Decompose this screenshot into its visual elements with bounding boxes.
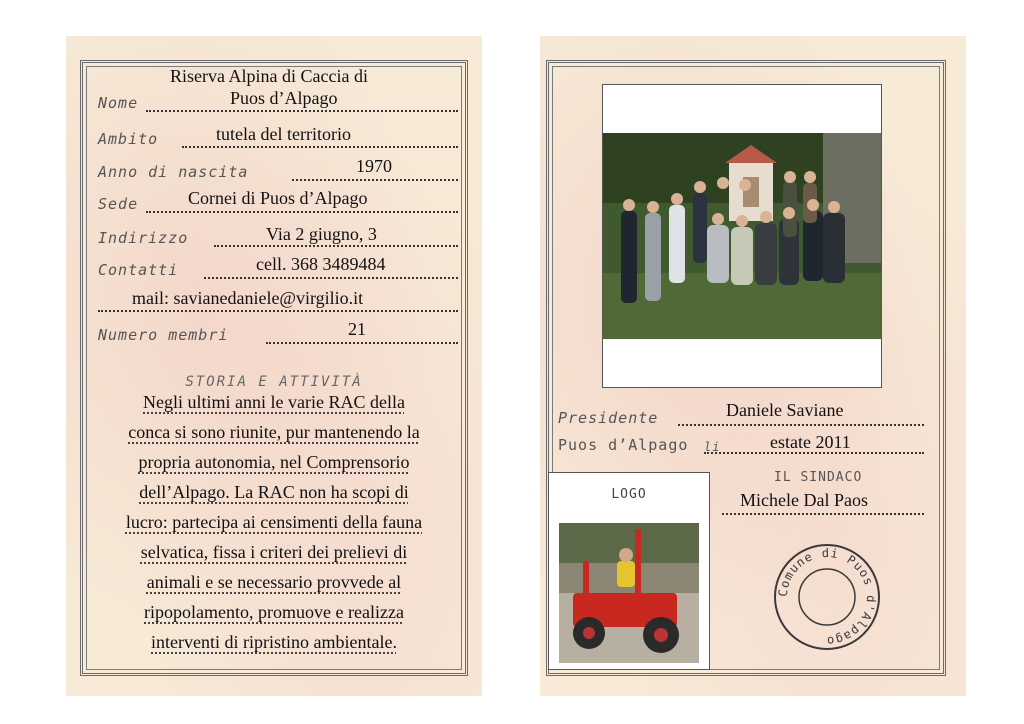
anno-value: 1970 bbox=[356, 156, 392, 176]
story-line: interventi di ripristino ambientale. bbox=[151, 632, 397, 652]
story-title: STORIA E ATTIVITÀ bbox=[185, 374, 363, 390]
contatti-value: cell. 368 3489484 bbox=[256, 254, 386, 274]
contatti-label: Contatti bbox=[98, 261, 179, 279]
ambito-label: Ambito bbox=[98, 130, 159, 148]
sede-dotted-line bbox=[146, 211, 458, 213]
story-line: selvatica, fissa i criteri dei prelievi di bbox=[140, 542, 408, 562]
date-value: estate 2011 bbox=[770, 432, 851, 452]
nome-label: Nome bbox=[98, 94, 139, 112]
story-line: conca si sono riunite, pur mantenendo la bbox=[128, 422, 420, 442]
presidente-dotted-line bbox=[678, 424, 924, 426]
sindaco-label: IL SINDACO bbox=[774, 470, 863, 485]
sindaco-dotted-line bbox=[722, 513, 924, 515]
nome-value-line1: Riserva Alpina di Caccia di bbox=[170, 66, 368, 86]
story-line: Negli ultimi anni le varie RAC della bbox=[143, 392, 405, 412]
indirizzo-value: Via 2 giugno, 3 bbox=[266, 224, 377, 244]
sede-label: Sede bbox=[98, 195, 139, 213]
membri-dotted-line bbox=[266, 342, 458, 344]
story-line: propria autonomia, nel Comprensorio bbox=[138, 452, 410, 472]
logo-label: LOGO bbox=[611, 487, 647, 502]
right-card bbox=[540, 36, 966, 696]
nome-value-line2: Puos d’Alpago bbox=[230, 88, 338, 108]
group-photo bbox=[603, 133, 881, 339]
presidente-label: Presidente bbox=[558, 409, 659, 427]
tractor-photo bbox=[559, 523, 699, 663]
sede-value: Cornei di Puos d’Alpago bbox=[188, 188, 368, 208]
group-photo-frame bbox=[602, 84, 882, 388]
story-line: lucro: partecipa ai censimenti della fauna bbox=[125, 512, 423, 532]
mail-value: mail: savianedaniele@virgilio.it bbox=[132, 288, 364, 308]
indirizzo-label: Indirizzo bbox=[98, 229, 189, 247]
membri-label: Numero membri bbox=[98, 326, 229, 344]
presidente-value: Daniele Saviane bbox=[726, 400, 844, 420]
membri-value: 21 bbox=[348, 319, 366, 339]
left-card bbox=[66, 36, 482, 696]
story-line: ripopolamento, promuove e realizza bbox=[144, 602, 404, 622]
comune-stamp bbox=[772, 542, 882, 652]
svg-text:Comune di Puos d'Alpago: Comune di Puos d'Alpago bbox=[775, 545, 879, 649]
indirizzo-dotted-line bbox=[214, 245, 458, 247]
ambito-value: tutela del territorio bbox=[216, 124, 351, 144]
mail-dotted-line bbox=[98, 310, 458, 312]
anno-label: Anno di nascita bbox=[98, 163, 249, 181]
contatti-dotted-line bbox=[204, 277, 458, 279]
place-li: li bbox=[704, 440, 721, 454]
story-line: dell’Alpago. La RAC non ha scopi di bbox=[139, 482, 409, 502]
place-label: Puos d’Alpago bbox=[558, 436, 689, 454]
ambito-dotted-line bbox=[182, 146, 458, 148]
logo-box bbox=[548, 472, 710, 670]
nome-dotted-line bbox=[146, 110, 458, 112]
story-line: animali e se necessario provvede al bbox=[146, 572, 402, 592]
sindaco-value: Michele Dal Paos bbox=[740, 490, 868, 510]
anno-dotted-line bbox=[292, 179, 458, 181]
